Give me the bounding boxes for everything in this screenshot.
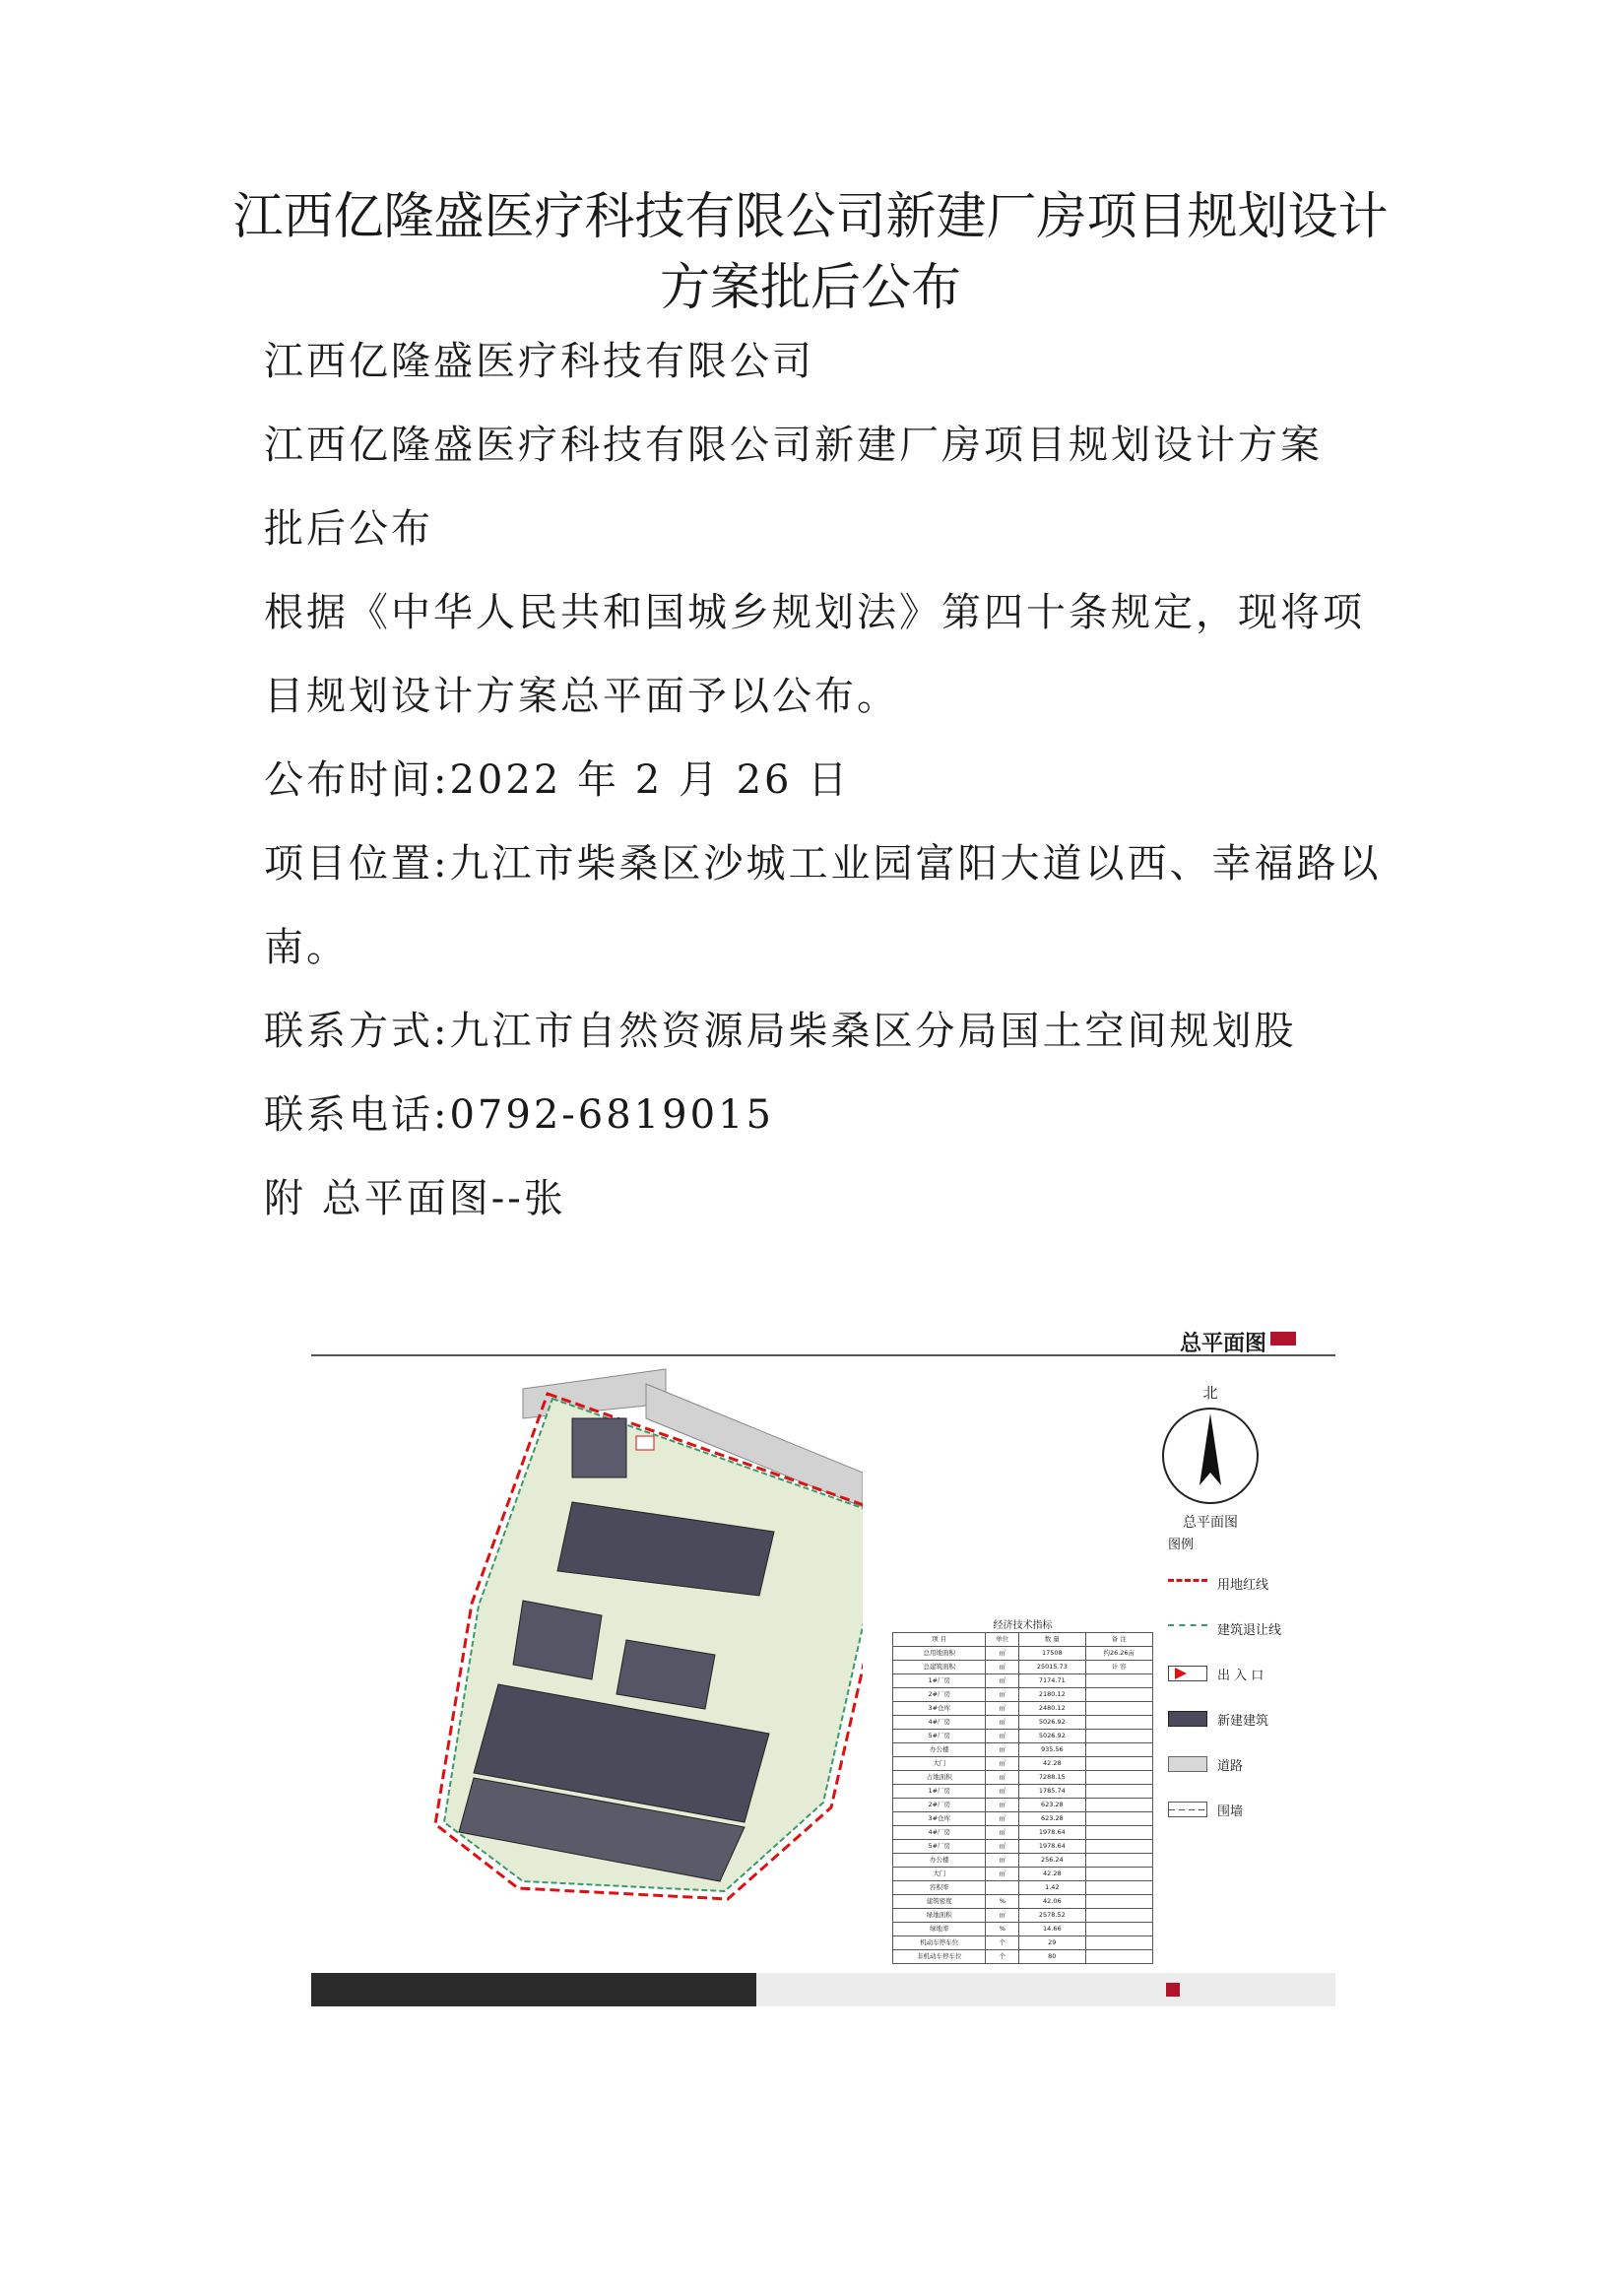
location-line-2: 南。 (264, 925, 349, 970)
table-cell (1085, 1936, 1153, 1950)
table-cell: 总建筑面积 (893, 1661, 986, 1674)
table-cell: 7174.71 (1019, 1674, 1085, 1688)
legend-item (1168, 1651, 1330, 1696)
table-row (893, 1868, 1153, 1881)
table-cell: ㎡ (986, 1799, 1019, 1812)
north-arrow (1156, 1382, 1264, 1530)
setback-line-icon (1168, 1624, 1207, 1640)
table-cell (1085, 1688, 1153, 1702)
entrance-marker (636, 1436, 654, 1450)
table-cell: ㎡ (986, 1840, 1019, 1854)
table-cell: 大门 (893, 1868, 986, 1881)
table-cell: % (986, 1895, 1019, 1909)
table-cell (1085, 1854, 1153, 1868)
table-row (893, 1936, 1153, 1950)
table-row (893, 1688, 1153, 1702)
table-cell: 1.42 (1019, 1881, 1085, 1895)
legend-title: 图例 (1168, 1538, 1195, 1552)
table-cell: 5026.92 (1019, 1730, 1085, 1743)
legend-label: 用地红线 (1217, 1577, 1269, 1593)
table-row (893, 1950, 1153, 1964)
table-cell: 2180.12 (1019, 1688, 1085, 1702)
wall-icon (1168, 1802, 1207, 1817)
entrance-icon (1168, 1666, 1207, 1681)
document-body (264, 320, 1396, 1241)
legend-label: 围墙 (1217, 1804, 1244, 1819)
title-line-2: 方案批后公布 (659, 259, 961, 317)
table-cell: 1978.64 (1019, 1826, 1085, 1840)
table-cell (1085, 1730, 1153, 1743)
building-2 (513, 1601, 602, 1679)
table-cell (986, 1881, 1019, 1895)
table-cell: 4#厂房 (893, 1826, 986, 1840)
table-cell (1085, 1771, 1153, 1785)
compass-caption: 总平面图 (1183, 1515, 1238, 1531)
table-cell: 大门 (893, 1757, 986, 1771)
table-row (893, 1743, 1153, 1757)
table-header-row (893, 1633, 1153, 1647)
table-cell: ㎡ (986, 1647, 1019, 1661)
table-cell: 17508 (1019, 1647, 1085, 1661)
location-line-1: 项目位置:九江市柴桑区沙城工业园富阳大道以西、幸福路以 (264, 841, 1382, 886)
table-row (893, 1730, 1153, 1743)
contact-line: 联系方式:九江市自然资源局柴桑区分局国土空间规划股 (264, 1009, 1297, 1054)
table-row (893, 1647, 1153, 1661)
table-cell: ㎡ (986, 1771, 1019, 1785)
table-cell (1085, 1923, 1153, 1936)
table-row (893, 1812, 1153, 1826)
basis-line-2: 目规划设计方案总平面予以公布。 (264, 674, 899, 719)
table-cell: 容积率 (893, 1881, 986, 1895)
building-icon (1168, 1711, 1207, 1727)
table-cell: % (986, 1923, 1019, 1936)
economic-indicators-table (892, 1632, 1153, 1964)
table-cell: 绿地面积 (893, 1909, 986, 1923)
table-cell (1085, 1743, 1153, 1757)
table-cell: 29 (1019, 1936, 1085, 1950)
compass-icon (1156, 1402, 1264, 1510)
red-line-icon (1168, 1579, 1207, 1595)
table-cell: 623.28 (1019, 1799, 1085, 1812)
table-cell (1085, 1812, 1153, 1826)
legend (1168, 1534, 1330, 1832)
table-cell: 3#仓库 (893, 1812, 986, 1826)
table-cell: 2480.12 (1019, 1702, 1085, 1716)
table-cell: 2#厂房 (893, 1799, 986, 1812)
table-cell: 机动车停车位 (893, 1936, 986, 1950)
plan-footer-mark (1166, 1983, 1180, 1997)
table-row (893, 1716, 1153, 1730)
table-cell: ㎡ (986, 1702, 1019, 1716)
subject-line-1: 江西亿隆盛医疗科技有限公司新建厂房项目规划设计方案 (264, 423, 1323, 468)
table-cell: 5#厂房 (893, 1730, 986, 1743)
table-cell: 备 注 (1085, 1633, 1153, 1647)
table-cell: 1978.64 (1019, 1840, 1085, 1854)
table-cell: 935.56 (1019, 1743, 1085, 1757)
table-cell: 5#厂房 (893, 1840, 986, 1854)
legend-label: 出 入 口 (1217, 1668, 1264, 1683)
table-cell: ㎡ (986, 1854, 1019, 1868)
subject-line-2: 批后公布 (264, 506, 433, 552)
phone-line: 联系电话:0792-6819015 (264, 1092, 774, 1138)
road-icon (1168, 1756, 1207, 1772)
table-cell: ㎡ (986, 1661, 1019, 1674)
company-name: 江西亿隆盛医疗科技有限公司 (264, 339, 814, 384)
table-cell (1085, 1840, 1153, 1854)
plan-title-mark (1270, 1332, 1296, 1345)
table-cell: 5026.92 (1019, 1716, 1085, 1730)
plan-footer-bar (311, 1973, 756, 2006)
publish-time: 公布时间:2022 年 2 月 26 日 (264, 757, 851, 803)
table-cell (1085, 1757, 1153, 1771)
table-cell: 个 (986, 1936, 1019, 1950)
table-cell: 单位 (986, 1633, 1019, 1647)
table-cell: 42.28 (1019, 1757, 1085, 1771)
table-cell: ㎡ (986, 1730, 1019, 1743)
title-line-1: 江西亿隆盛医疗科技有限公司新建厂房项目规划设计 (232, 188, 1389, 246)
basis-line-1: 根据《中华人民共和国城乡规划法》第四十条规定，现将项 (264, 590, 1365, 635)
legend-item (1168, 1560, 1330, 1606)
table-cell: 占地面积 (893, 1771, 986, 1785)
attachment-line: 附 总平面图--张 (264, 1176, 566, 1221)
table-cell: ㎡ (986, 1812, 1019, 1826)
table-cell: 非机动车停车位 (893, 1950, 986, 1964)
table-cell: ㎡ (986, 1757, 1019, 1771)
table-cell: 办公楼 (893, 1854, 986, 1868)
table-row (893, 1661, 1153, 1674)
table-cell: 约26.26亩 (1085, 1647, 1153, 1661)
table-cell (1085, 1868, 1153, 1881)
table-cell: 2#厂房 (893, 1688, 986, 1702)
site-plan-drawing (311, 1359, 863, 1970)
table-cell (1085, 1674, 1153, 1688)
table-row (893, 1674, 1153, 1688)
table-row (893, 1771, 1153, 1785)
table-cell: ㎡ (986, 1743, 1019, 1757)
table-cell: 256.24 (1019, 1854, 1085, 1868)
table-row (893, 1909, 1153, 1923)
table-cell: 1785.74 (1019, 1785, 1085, 1799)
legend-item (1168, 1696, 1330, 1741)
table-cell: 个 (986, 1950, 1019, 1964)
table-cell (1085, 1881, 1153, 1895)
table-row (893, 1826, 1153, 1840)
table-cell (1085, 1950, 1153, 1964)
table-cell: 42.06 (1019, 1895, 1085, 1909)
table-cell (1085, 1826, 1153, 1840)
table-row (893, 1881, 1153, 1895)
legend-item (1168, 1606, 1330, 1651)
table-cell: 25015.73 (1019, 1661, 1085, 1674)
table-cell: 80 (1019, 1950, 1085, 1964)
legend-label: 新建建筑 (1217, 1713, 1269, 1729)
legend-item (1168, 1787, 1330, 1832)
table-cell: ㎡ (986, 1688, 1019, 1702)
table-cell: ㎡ (986, 1868, 1019, 1881)
legend-label: 建筑退让线 (1217, 1622, 1282, 1638)
table-cell: 计 容 (1085, 1661, 1153, 1674)
table-row (893, 1840, 1153, 1854)
site-plan-figure (311, 1315, 1335, 2009)
table-cell: 1#厂房 (893, 1785, 986, 1799)
table-cell: 数 量 (1019, 1633, 1085, 1647)
north-label: 北 (1202, 1384, 1218, 1402)
table-cell: 4#厂房 (893, 1716, 986, 1730)
table-cell: 建筑密度 (893, 1895, 986, 1909)
table-cell: 2578.52 (1019, 1909, 1085, 1923)
table-cell: 项 目 (893, 1633, 986, 1647)
table-cell: 3#仓库 (893, 1702, 986, 1716)
document-title (227, 182, 1394, 324)
table-row (893, 1757, 1153, 1771)
table-cell (1085, 1895, 1153, 1909)
table-cell (1085, 1909, 1153, 1923)
table-row (893, 1702, 1153, 1716)
office-building (572, 1418, 626, 1477)
legend-item (1168, 1741, 1330, 1787)
table-cell (1085, 1702, 1153, 1716)
table-cell: ㎡ (986, 1826, 1019, 1840)
table-cell (1085, 1785, 1153, 1799)
table-row (893, 1854, 1153, 1868)
table-cell (1085, 1799, 1153, 1812)
legend-label: 道路 (1217, 1758, 1244, 1774)
table-cell: 绿地率 (893, 1923, 986, 1936)
table-cell: 42.28 (1019, 1868, 1085, 1881)
table-cell: 1#厂房 (893, 1674, 986, 1688)
table-row (893, 1923, 1153, 1936)
table-row (893, 1895, 1153, 1909)
table-cell: ㎡ (986, 1909, 1019, 1923)
table-cell: ㎡ (986, 1674, 1019, 1688)
table-cell: 总用地面积 (893, 1647, 986, 1661)
table-cell: 7288.15 (1019, 1771, 1085, 1785)
table-caption: 经济技术指标 (993, 1620, 1053, 1631)
plan-title: 总平面图 (1179, 1332, 1266, 1356)
table-cell: 14.66 (1019, 1923, 1085, 1936)
table-cell (1085, 1716, 1153, 1730)
table-row (893, 1799, 1153, 1812)
plan-footer-bar-light (756, 1973, 1335, 2006)
table-cell: ㎡ (986, 1716, 1019, 1730)
table-cell: 623.28 (1019, 1812, 1085, 1826)
table-cell: 办公楼 (893, 1743, 986, 1757)
table-row (893, 1785, 1153, 1799)
table-cell: ㎡ (986, 1785, 1019, 1799)
